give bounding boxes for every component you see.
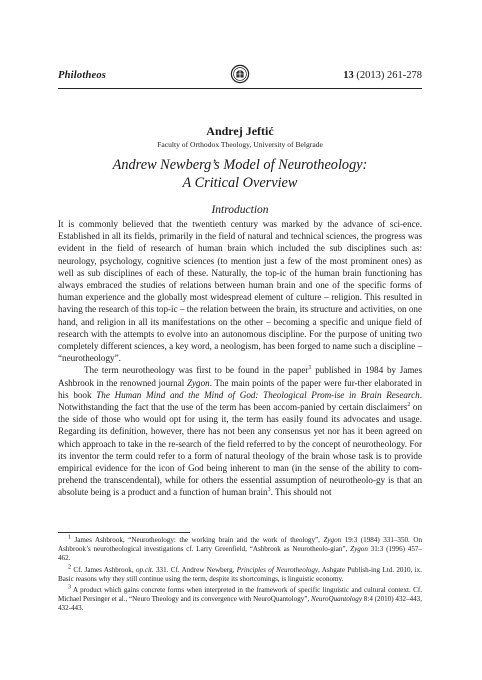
text-run: 8:4 (2010) 432–443, 432-443.	[58, 595, 422, 613]
issue-info	[343, 70, 422, 81]
book-title: Principles of Neurotheology	[236, 565, 319, 574]
text-run: . Notwithstanding the fact that the use of the term has been accom-panied by certain disclaimers	[58, 389, 422, 413]
journal-title: Zygon	[323, 536, 342, 544]
paragraph-1: It is commonly believed that the twentieth century was marked by the advance of sci-ence. Established in all its fields, primarily in the field of natural and technical sciences, the progress was evident in the field of research of human brain which included the sub disciplines such as: neurology, psychology, cognitive sciences (to mention just a few of the most prominent ones) as well as sub disciplines of each of these. Naturally, the top-ic of the human brain functioning has always embraced the studies of relations between human brain and one of the specific forms of human experience and the globally most widespread element of culture – religion. This resulted in having the research of this top-ic – the relation between the brain, its structure and activities, on one hand, and religion in all its manifestations on the other – becoming a specific and unique field of research with the attempts to evolve into an autonomous discipline. For the purpose of uniting two completely different sciences, a key word, a neologism, has been forged to name such a discipline – “neurotheology”.	[58, 219, 422, 364]
footnote-number: 2	[68, 564, 71, 571]
footnotes	[58, 536, 422, 616]
citation-abbrev: op.cit.	[135, 565, 154, 574]
footnote-ref-3[interactable]: 3	[267, 487, 271, 494]
text-run: 331. Cf. Andrew Newberg,	[153, 565, 237, 574]
journal-emblem-icon	[230, 64, 250, 84]
text-run: . The main points of the paper were fur-ther elaborated in his book	[58, 377, 422, 400]
footnote-number: 1	[68, 534, 71, 541]
journal-title: Zygon	[350, 545, 368, 554]
text-run: James Ashbrook, “Neurotheology: the working brain and the work of theology”,	[71, 536, 324, 544]
issue-year-pages: (2013) 261-278	[353, 69, 422, 81]
text-run: , Ashgate Publish-ing Ltd. 2010, ix. Basic reasons why they still continue using the term, despite its shortcomings, is linguistic economy.	[58, 565, 422, 583]
footnote-ref-1[interactable]: 1	[308, 365, 312, 372]
running-head	[58, 66, 422, 84]
section-heading: Introduction	[211, 204, 269, 216]
text-run: The term neurotheology was first to be found in the paper	[84, 365, 309, 376]
header-rule	[58, 88, 422, 89]
author-name: Andrej Jeftić	[206, 124, 274, 138]
body-text	[58, 218, 422, 499]
text-run: Cf. James Ashbrook,	[71, 565, 136, 574]
author-affiliation: Faculty of Orthodox Theology, University of Belgrade	[157, 140, 323, 149]
article-title	[58, 157, 422, 192]
footnote-3	[58, 586, 422, 614]
text-run: 31:3 (1996) 457–462.	[58, 545, 422, 563]
text-run: 19:3 (1984) 331–350. On Ashbrook’s neurotheological investigations cf. Larry Greenfield, “Ashbrook as Neurotheolo-gian”,	[58, 536, 422, 554]
footnote-number: 3	[68, 584, 71, 591]
journal-title: Zygon	[186, 377, 210, 388]
paragraph-2	[58, 364, 422, 498]
title-line-1: Andrew Newberg’s Model of Neurotheology:	[112, 157, 368, 173]
footnote-rule	[58, 532, 190, 533]
journal-name: Philotheos	[58, 69, 107, 81]
text-run: published in 1984 by James Ashbrook in the renowned journal	[58, 365, 423, 388]
footnote-1	[58, 536, 422, 564]
text-run: A product which gains concrete forms when interpreted in the framework of specific linguistic and cultural context. Cf. Michael Persinger et al., “Neuro Theology and its convergence with NeuroQuantology”,	[58, 586, 422, 604]
book-title: The Human Mind and the Mind of God: Theological Prom-ise in Brain Research	[96, 389, 420, 400]
title-line-2: A Critical Overview	[182, 174, 298, 191]
footnote-ref-2[interactable]: 2	[407, 402, 411, 409]
journal-title: NeuroQuantology	[311, 595, 362, 604]
issue-volume: 13	[343, 69, 354, 81]
text-run: . This should not	[270, 487, 332, 498]
text-run: on the side of those who would opt for using it, the term has easily found its advocates and usage. Regarding its definition, however, there has not been any consensus yet nor has it been agreed on which approach to take in the re-search of the field referred to by the concept of neurotheology. For its inventor the term could refer to a form of natural theology of the brain whose task is to provide empirical evidence for the icon of God being inherent to man (in the sense of the ability to com-prehend the transcendental), while for others the essential assumption of neurotheolo-gy is that an absolute being is a product and a function of human brain	[58, 402, 422, 498]
footnote-2	[58, 566, 422, 584]
